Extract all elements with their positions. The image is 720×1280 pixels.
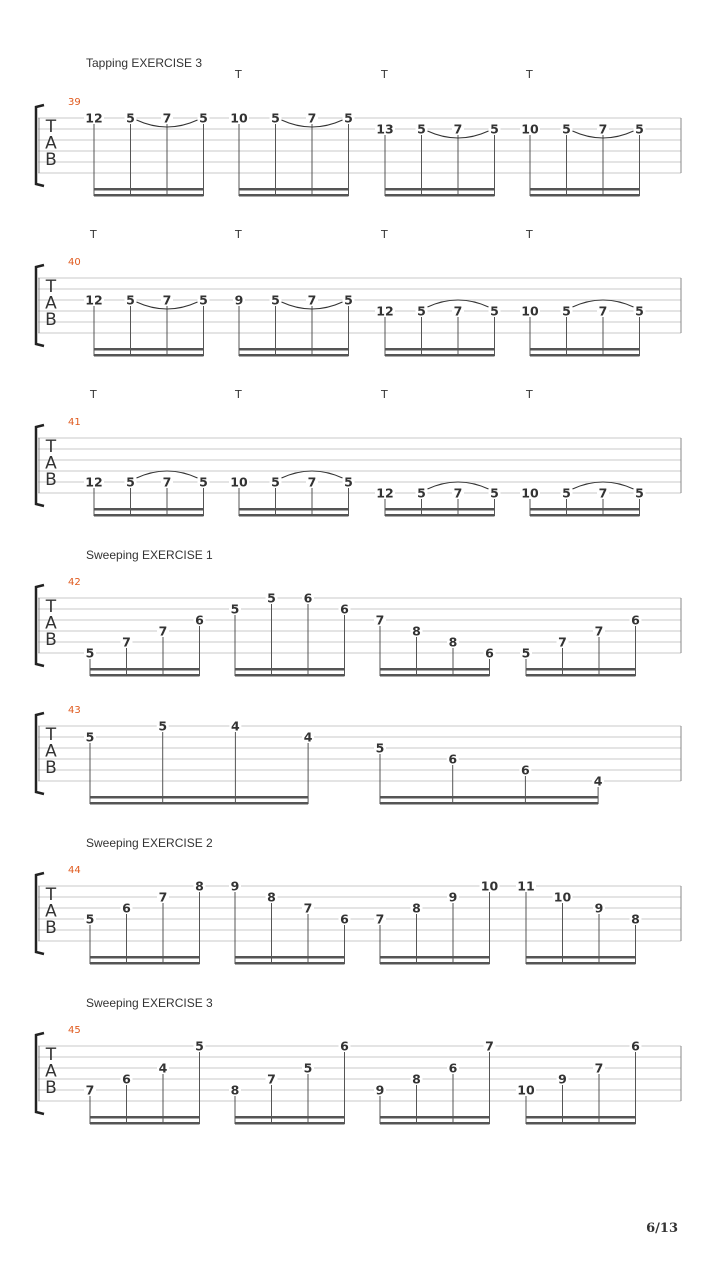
fret-number: 7 <box>158 889 168 905</box>
tap-marker: T <box>526 68 533 81</box>
fret-number: 5 <box>230 601 240 617</box>
fret-number: 5 <box>158 718 168 734</box>
fret-number: 7 <box>598 485 608 501</box>
beam-lower <box>90 962 200 965</box>
fret-number: 5 <box>417 303 426 319</box>
tap-marker: T <box>381 68 388 81</box>
beam-upper <box>380 668 490 671</box>
section-title-sweeping-3: Sweeping EXERCISE 3 <box>86 996 213 1010</box>
fret-number: 5 <box>562 485 571 501</box>
fret-number: 5 <box>490 303 499 319</box>
beam-lower <box>90 802 308 805</box>
tab-clef-letter: T <box>45 1045 57 1065</box>
tab-clef-letter: A <box>45 901 57 922</box>
beam-lower <box>239 354 349 357</box>
fret-number: 5 <box>490 121 499 137</box>
fret-number: 5 <box>271 110 280 126</box>
beam-lower <box>94 354 204 357</box>
fret-number: 8 <box>230 1082 240 1098</box>
fret-number: 5 <box>199 474 208 490</box>
tab-clef-letter: T <box>45 725 57 745</box>
beam-lower <box>385 514 495 517</box>
beam-upper <box>380 1116 490 1119</box>
beam-upper <box>526 1116 636 1119</box>
fret-number: 12 <box>85 474 103 490</box>
beam-lower <box>530 354 640 357</box>
beam-upper <box>530 508 640 511</box>
beam-upper <box>526 956 636 959</box>
page-number: 6/13 <box>646 1221 678 1236</box>
fret-number: 10 <box>230 110 248 126</box>
tab-clef-letter: A <box>45 453 57 474</box>
fret-number: 5 <box>417 485 426 501</box>
tab-clef-letter: T <box>45 437 57 457</box>
tap-marker: T <box>381 228 388 241</box>
fret-number: 7 <box>594 623 604 639</box>
fret-number: 5 <box>344 474 353 490</box>
section-title-tapping-3: Tapping EXERCISE 3 <box>86 56 203 70</box>
bar-number: 41 <box>68 417 81 428</box>
fret-number: 6 <box>340 911 349 927</box>
tap-marker: T <box>526 228 533 241</box>
bar-number: 43 <box>68 705 81 716</box>
fret-number: 5 <box>267 590 276 606</box>
tab-clef-letter: A <box>45 133 57 154</box>
fret-number: 4 <box>303 729 313 745</box>
tab-clef-letter: B <box>45 310 57 330</box>
fret-number: 10 <box>521 485 539 501</box>
beam-upper <box>90 956 200 959</box>
beam-lower <box>385 354 495 357</box>
fret-number: 8 <box>412 623 421 639</box>
fret-number: 5 <box>521 645 531 661</box>
beam-upper <box>90 1116 200 1119</box>
system-bracket <box>36 105 44 186</box>
fret-number: 5 <box>271 292 280 308</box>
tap-marker: T <box>235 68 242 81</box>
fret-number: 9 <box>558 1071 567 1087</box>
beam-lower <box>526 674 636 677</box>
tab-clef-letter: A <box>45 293 57 314</box>
tab-clef-letter: B <box>45 470 57 490</box>
fret-number: 10 <box>521 121 539 137</box>
tab-clef-letter: B <box>45 150 57 170</box>
fret-number: 7 <box>307 292 317 308</box>
fret-number: 5 <box>635 121 644 137</box>
fret-number: 6 <box>448 751 458 767</box>
fret-number: 5 <box>635 485 644 501</box>
fret-number: 8 <box>267 889 276 905</box>
fret-number: 7 <box>558 634 567 650</box>
system-bracket <box>36 585 44 666</box>
tab-clef-letter: T <box>45 277 57 297</box>
fret-number: 7 <box>485 1038 494 1054</box>
tab-clef-letter: B <box>45 630 57 650</box>
beam-lower <box>90 674 200 677</box>
beam-lower <box>90 1122 200 1125</box>
fret-number: 10 <box>553 889 572 905</box>
fret-number: 8 <box>631 911 640 927</box>
fret-number: 6 <box>195 612 204 628</box>
fret-number: 7 <box>453 121 463 137</box>
beam-lower <box>380 962 490 965</box>
tap-marker: T <box>235 228 242 241</box>
fret-number: 7 <box>307 474 317 490</box>
fret-number: 6 <box>122 900 131 916</box>
tap-marker: T <box>90 228 97 241</box>
fret-number: 5 <box>126 474 135 490</box>
section-title-sweeping-2: Sweeping EXERCISE 2 <box>86 836 213 850</box>
beam-upper <box>526 668 636 671</box>
bar-number: 44 <box>68 865 81 876</box>
fret-number: 5 <box>85 645 95 661</box>
fret-number: 6 <box>122 1071 131 1087</box>
fret-number: 7 <box>453 303 463 319</box>
tap-marker: T <box>526 388 533 401</box>
fret-number: 5 <box>562 303 571 319</box>
fret-number: 7 <box>162 474 172 490</box>
beam-upper <box>90 796 308 799</box>
beam-lower <box>526 1122 636 1125</box>
fret-number: 4 <box>231 718 240 734</box>
fret-number: 10 <box>521 303 539 319</box>
fret-number: 5 <box>126 110 135 126</box>
fret-number: 7 <box>162 110 172 126</box>
fret-number: 6 <box>521 762 530 778</box>
fret-number: 5 <box>344 292 353 308</box>
beam-upper <box>235 956 345 959</box>
bar-number: 42 <box>68 577 81 588</box>
fret-number: 9 <box>234 292 244 308</box>
bar-number: 45 <box>68 1025 81 1036</box>
tap-marker: T <box>381 388 388 401</box>
beam-upper <box>385 348 495 351</box>
fret-number: 6 <box>340 601 349 617</box>
fret-number: 5 <box>303 1060 313 1076</box>
fret-number: 10 <box>517 1082 535 1098</box>
beam-lower <box>94 514 204 517</box>
tab-clef-letter: T <box>45 117 57 137</box>
beam-lower <box>380 1122 490 1125</box>
beam-upper <box>235 1116 345 1119</box>
fret-number: 6 <box>485 645 494 661</box>
fret-number: 5 <box>85 911 95 927</box>
beam-lower <box>530 194 640 197</box>
fret-number: 9 <box>594 900 604 916</box>
fret-number: 8 <box>448 634 458 650</box>
fret-number: 9 <box>375 1082 385 1098</box>
tab-clef-letter: B <box>45 758 57 778</box>
fret-number: 8 <box>195 878 204 894</box>
beam-upper <box>380 796 598 799</box>
beam-lower <box>385 194 495 197</box>
beam-lower <box>239 514 349 517</box>
fret-number: 13 <box>376 121 394 137</box>
fret-number: 6 <box>340 1038 349 1054</box>
fret-number: 5 <box>195 1038 204 1054</box>
beam-upper <box>385 508 495 511</box>
beam-upper <box>235 668 345 671</box>
tab-clef-letter: A <box>45 1061 57 1082</box>
fret-number: 7 <box>453 485 463 501</box>
fret-number: 8 <box>412 1071 421 1087</box>
system-bracket <box>36 873 44 954</box>
fret-number: 10 <box>480 878 499 894</box>
fret-number: 5 <box>199 110 208 126</box>
beam-lower <box>94 194 204 197</box>
fret-number: 5 <box>375 740 385 756</box>
system-bracket <box>36 1033 44 1114</box>
beam-upper <box>94 348 204 351</box>
fret-number: 12 <box>376 303 394 319</box>
fret-number: 6 <box>631 612 640 628</box>
beam-upper <box>239 508 349 511</box>
beam-lower <box>530 514 640 517</box>
beam-upper <box>530 348 640 351</box>
beam-lower <box>235 674 345 677</box>
fret-number: 7 <box>85 1082 95 1098</box>
fret-number: 5 <box>126 292 135 308</box>
fret-number: 7 <box>375 612 385 628</box>
bar-number: 40 <box>68 257 81 268</box>
fret-number: 7 <box>267 1071 276 1087</box>
beam-upper <box>239 348 349 351</box>
section-title-sweeping-1: Sweeping EXERCISE 1 <box>86 548 213 562</box>
beam-upper <box>94 188 204 191</box>
tab-clef-letter: A <box>45 741 57 762</box>
tap-marker: T <box>90 388 97 401</box>
fret-number: 5 <box>635 303 644 319</box>
beam-lower <box>380 674 490 677</box>
beam-upper <box>530 188 640 191</box>
fret-number: 7 <box>162 292 172 308</box>
beam-lower <box>235 962 345 965</box>
system-bracket <box>36 265 44 346</box>
fret-number: 7 <box>375 911 385 927</box>
bar-number: 39 <box>68 97 81 108</box>
fret-number: 7 <box>594 1060 604 1076</box>
system-bracket <box>36 713 44 794</box>
fret-number: 5 <box>562 121 571 137</box>
fret-number: 12 <box>376 485 394 501</box>
fret-number: 11 <box>517 878 535 894</box>
fret-number: 5 <box>490 485 499 501</box>
beam-upper <box>94 508 204 511</box>
fret-number: 5 <box>417 121 426 137</box>
fret-number: 6 <box>631 1038 640 1054</box>
beam-upper <box>90 668 200 671</box>
fret-number: 8 <box>412 900 421 916</box>
system-bracket <box>36 425 44 506</box>
fret-number: 4 <box>593 773 603 789</box>
fret-number: 7 <box>598 303 608 319</box>
tab-clef-letter: B <box>45 918 57 938</box>
fret-number: 5 <box>344 110 353 126</box>
beam-upper <box>380 956 490 959</box>
fret-number: 5 <box>199 292 208 308</box>
tab-clef-letter: T <box>45 597 57 617</box>
beam-lower <box>235 1122 345 1125</box>
fret-number: 7 <box>158 623 168 639</box>
fret-number: 7 <box>122 634 131 650</box>
fret-number: 6 <box>303 590 313 606</box>
beam-upper <box>385 188 495 191</box>
fret-number: 6 <box>448 1060 458 1076</box>
tab-clef-letter: A <box>45 613 57 634</box>
fret-number: 9 <box>230 878 240 894</box>
fret-number: 7 <box>598 121 608 137</box>
fret-number: 10 <box>230 474 248 490</box>
fret-number: 9 <box>448 889 458 905</box>
fret-number: 7 <box>307 110 317 126</box>
beam-lower <box>380 802 598 805</box>
tap-marker: T <box>235 388 242 401</box>
fret-number: 12 <box>85 292 103 308</box>
fret-number: 7 <box>303 900 313 916</box>
tab-clef-letter: B <box>45 1078 57 1098</box>
fret-number: 4 <box>158 1060 168 1076</box>
fret-number: 5 <box>85 729 95 745</box>
beam-lower <box>526 962 636 965</box>
beam-upper <box>239 188 349 191</box>
tab-clef-letter: T <box>45 885 57 905</box>
beam-lower <box>239 194 349 197</box>
fret-number: 5 <box>271 474 280 490</box>
fret-number: 12 <box>85 110 103 126</box>
